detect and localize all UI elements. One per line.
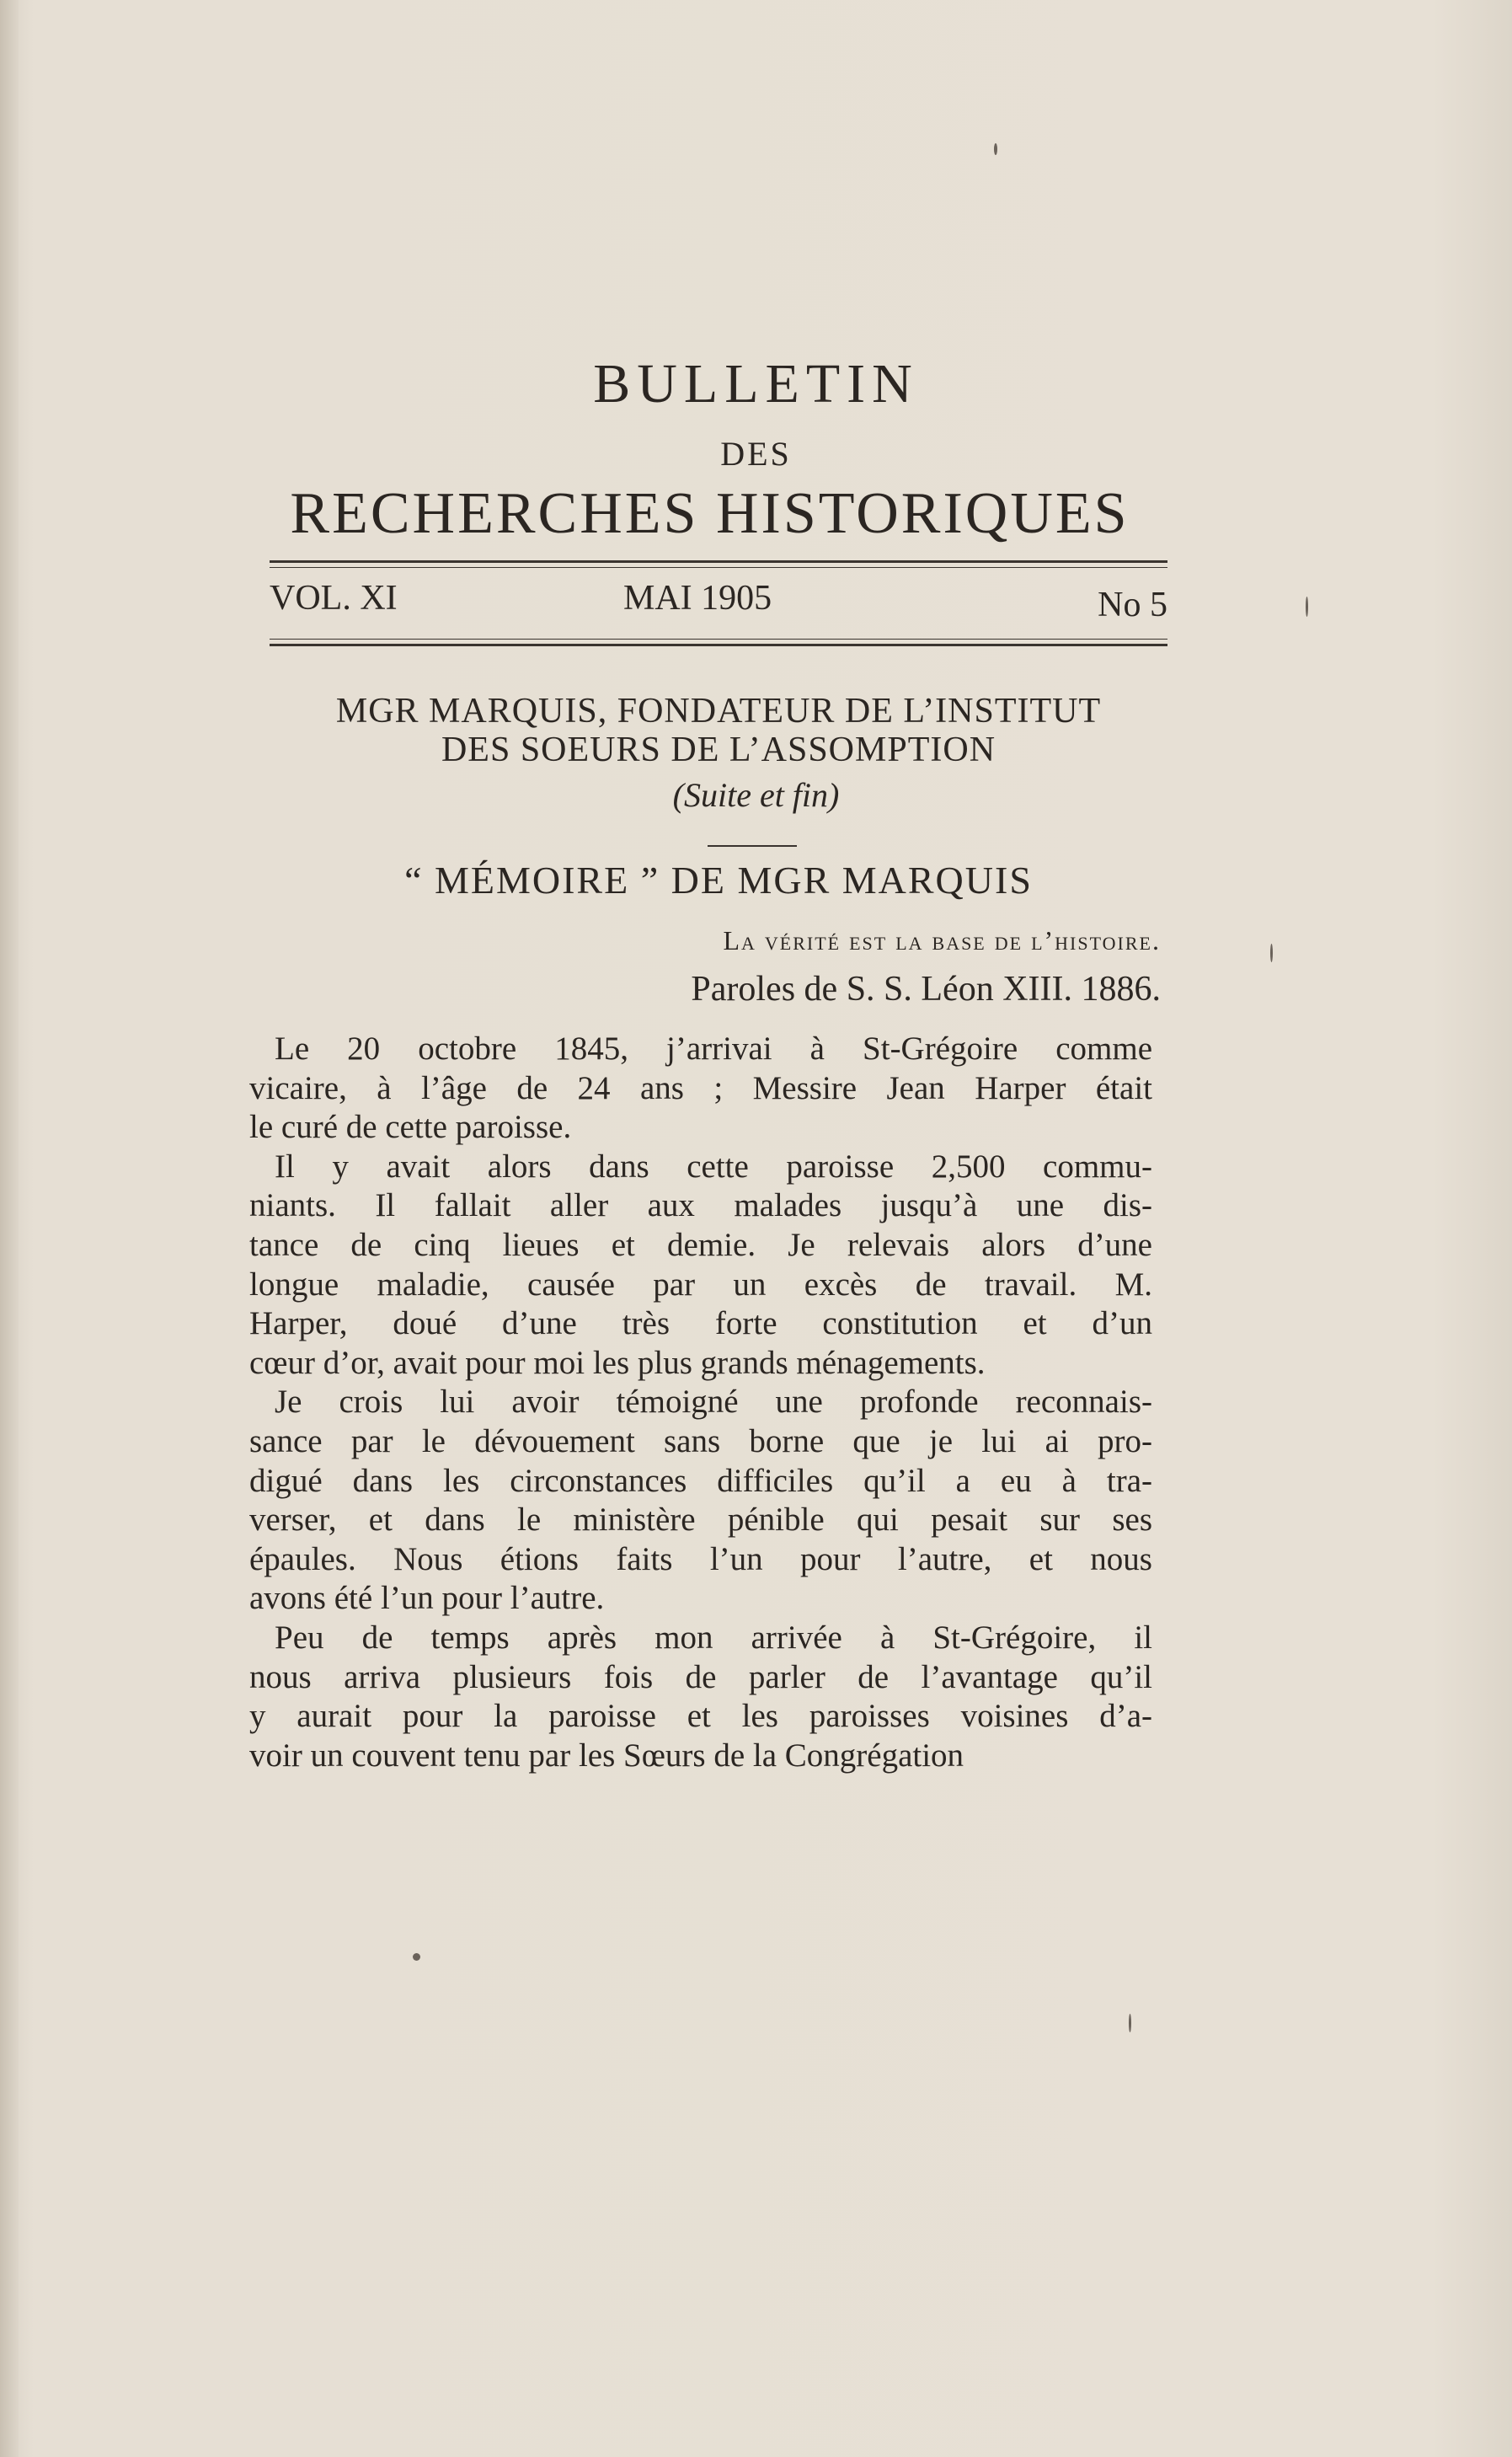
header-rule-top-thin — [270, 567, 1167, 568]
text-line: épaules. Nous étions faits l’un pour l’autre, et nous — [249, 1540, 1152, 1577]
issue-info-line — [270, 578, 1167, 629]
section-divider — [708, 845, 797, 847]
paragraph — [249, 1383, 1152, 1619]
paper-speck — [1306, 597, 1308, 617]
bulletin-title: BULLETIN — [593, 353, 919, 415]
text-line: cœur d’or, avait pour moi les plus grands ménagements. — [249, 1344, 986, 1381]
epigraph-quote: La vérité est la base de l’histoire. — [723, 925, 1161, 956]
paragraph — [249, 1619, 1152, 1775]
article-body — [249, 1030, 1152, 1775]
text-line: vicaire, à l’âge de 24 ans ; Messire Jean Harper était — [249, 1069, 1152, 1106]
issue-date: MAI 1905 — [623, 579, 772, 618]
header-rule-bottom-thin — [270, 639, 1167, 640]
paper-speck — [413, 1953, 420, 1961]
text-line: niants. Il fallait aller aux malades jusqu’à une dis- — [249, 1187, 1152, 1224]
text-line: digué dans les circonstances difficiles qu’il a eu à tra- — [249, 1462, 1152, 1499]
paper-speck — [1129, 2014, 1131, 2032]
text-line: longue maladie, causée par un excès de travail. M. — [249, 1266, 1152, 1303]
text-line: Je crois lui avoir témoigné une profonde reconnais- — [275, 1384, 1152, 1421]
article-continuation-note: (Suite et fin) — [672, 776, 840, 814]
text-line: nous arriva plusieurs fois de parler de l’avantage qu’il — [249, 1658, 1152, 1695]
paper-speck — [994, 143, 997, 155]
text-line: avons été l’un pour l’autre. — [249, 1580, 605, 1617]
paper-speck — [1270, 944, 1273, 962]
header-rule-top-thick — [270, 560, 1167, 563]
paragraph — [249, 1030, 1152, 1148]
text-line: sance par le dévouement sans borne que je lui ai pro- — [249, 1422, 1152, 1459]
text-line: tance de cinq lieues et demie. Je relevais alors d’une — [249, 1226, 1152, 1263]
text-line: Il y avait alors dans cette paroisse 2,500 commu- — [275, 1148, 1152, 1185]
text-line: voir un couvent tenu par les Sœurs de la Congrégation — [249, 1737, 964, 1774]
article-title-line2: DES SOEURS DE L’ASSOMPTION — [441, 731, 996, 769]
volume-number: VOL. XI — [270, 579, 398, 618]
bulletin-title-des: DES — [720, 435, 792, 473]
issue-number: No 5 — [1098, 586, 1167, 624]
text-line: verser, et dans le ministère pénible qui pesait sur ses — [249, 1502, 1152, 1539]
epigraph-attribution: Paroles de S. S. Léon XIII. 1886. — [691, 970, 1161, 1009]
text-line: Le 20 octobre 1845, j’arrivai à St-Grégoire comme — [275, 1030, 1152, 1067]
article-title-line1: MGR MARQUIS, FONDATEUR DE L’INSTITUT — [335, 692, 1102, 731]
text-line: Peu de temps après mon arrivée à St-Grégoire, il — [275, 1619, 1152, 1656]
text-line: y aurait pour la paroisse et les paroisses voisines d’a- — [249, 1698, 1152, 1735]
bulletin-subtitle: RECHERCHES HISTORIQUES — [290, 481, 1130, 546]
section-title: “ MÉMOIRE ” DE MGR MARQUIS — [404, 859, 1033, 902]
text-line: le curé de cette paroisse. — [249, 1109, 572, 1146]
text-line: Harper, doué d’une très forte constitution et d’un — [249, 1305, 1152, 1342]
paragraph — [249, 1148, 1152, 1384]
header-rule-bottom-thick — [270, 644, 1167, 646]
